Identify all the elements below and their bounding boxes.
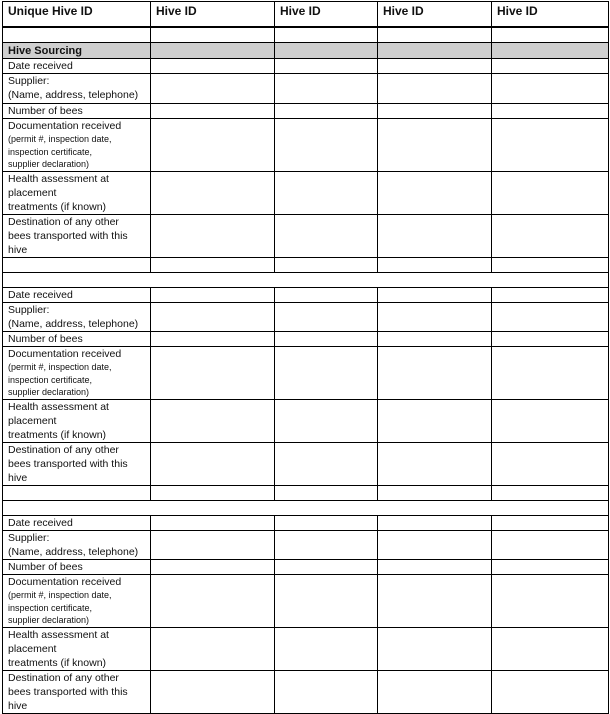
destination-line-1: Destination of any other xyxy=(8,672,119,684)
table-row xyxy=(3,560,609,575)
cell-input[interactable] xyxy=(492,443,609,486)
row-label-documentation xyxy=(3,347,151,400)
documentation-line-1: Documentation received xyxy=(8,576,122,588)
hive-sourcing-table xyxy=(2,1,609,714)
cell-input[interactable] xyxy=(151,332,275,347)
cell-input[interactable] xyxy=(378,104,492,119)
documentation-line-3: inspection certificate, xyxy=(8,374,93,385)
cell-input[interactable] xyxy=(492,172,609,215)
destination-line-1: Destination of any other xyxy=(8,216,119,228)
supplier-line-2: (Name, address, telephone) xyxy=(8,546,139,558)
destination-line-2: bees transported with this xyxy=(8,686,128,698)
cell-input[interactable] xyxy=(492,303,609,332)
cell-input[interactable] xyxy=(275,332,378,347)
blank-row xyxy=(3,501,609,516)
header-hive-id-4: Hive ID xyxy=(492,2,609,28)
cell-input[interactable] xyxy=(275,104,378,119)
table-row xyxy=(3,628,609,671)
spacer-row xyxy=(3,486,609,501)
cell-input[interactable] xyxy=(378,575,492,628)
cell-input[interactable] xyxy=(492,400,609,443)
cell-input[interactable] xyxy=(378,74,492,104)
cell-input[interactable] xyxy=(275,671,378,714)
cell-input[interactable] xyxy=(275,531,378,560)
cell-input[interactable] xyxy=(275,59,378,74)
table-row xyxy=(3,332,609,347)
cell-input[interactable] xyxy=(378,303,492,332)
health-line-3: treatments (if known) xyxy=(8,657,107,669)
destination-line-3: hive xyxy=(8,700,28,712)
cell-input[interactable] xyxy=(151,215,275,258)
supplier-line-2: (Name, address, telephone) xyxy=(8,318,139,330)
destination-line-1: Destination of any other xyxy=(8,444,119,456)
documentation-line-4: supplier declaration) xyxy=(8,159,90,169)
documentation-line-4: supplier declaration) xyxy=(8,615,90,625)
cell-input[interactable] xyxy=(151,560,275,575)
cell-input[interactable] xyxy=(151,347,275,400)
cell-input[interactable] xyxy=(378,628,492,671)
row-label-date-received: Date received xyxy=(3,288,151,303)
cell-input[interactable] xyxy=(378,59,492,74)
cell-input[interactable] xyxy=(492,531,609,560)
row-label-supplier xyxy=(3,303,151,332)
cell-input[interactable] xyxy=(275,172,378,215)
health-line-1: Health assessment at xyxy=(8,629,109,641)
documentation-line-1: Documentation received xyxy=(8,348,122,360)
cell-input[interactable] xyxy=(275,628,378,671)
blank-row xyxy=(3,273,609,288)
cell-input[interactable] xyxy=(492,59,609,74)
section-row-hive-sourcing xyxy=(3,43,609,59)
cell-input[interactable] xyxy=(275,288,378,303)
cell-input[interactable] xyxy=(151,531,275,560)
documentation-line-2: (permit #, inspection date, xyxy=(8,590,112,600)
row-label-number-of-bees: Number of bees xyxy=(3,104,151,119)
row-label-health-assessment xyxy=(3,172,151,215)
cell-input[interactable] xyxy=(378,215,492,258)
cell-input[interactable] xyxy=(378,516,492,531)
cell-input[interactable] xyxy=(492,575,609,628)
health-line-1: Health assessment at xyxy=(8,173,109,185)
cell-input[interactable] xyxy=(275,560,378,575)
header-hive-id-3: Hive ID xyxy=(378,2,492,28)
supplier-line-1: Supplier: xyxy=(8,304,50,316)
cell-input[interactable] xyxy=(151,628,275,671)
cell-input[interactable] xyxy=(151,104,275,119)
cell-input[interactable] xyxy=(275,215,378,258)
cell-input[interactable] xyxy=(151,172,275,215)
cell-input[interactable] xyxy=(275,443,378,486)
table-row xyxy=(3,59,609,74)
cell-input[interactable] xyxy=(378,119,492,172)
table-row xyxy=(3,119,609,172)
destination-line-3: hive xyxy=(8,244,28,256)
row-label-number-of-bees: Number of bees xyxy=(3,332,151,347)
header-row xyxy=(3,2,609,28)
table-row xyxy=(3,215,609,258)
documentation-line-4: supplier declaration) xyxy=(8,387,90,397)
row-label-date-received: Date received xyxy=(3,516,151,531)
destination-line-3: hive xyxy=(8,472,28,484)
health-line-1: Health assessment at xyxy=(8,401,109,413)
cell-input[interactable] xyxy=(151,516,275,531)
cell-input[interactable] xyxy=(151,119,275,172)
cell-input[interactable] xyxy=(492,104,609,119)
table-row xyxy=(3,172,609,215)
table-row xyxy=(3,74,609,104)
row-label-date-received: Date received xyxy=(3,59,151,74)
spacer-row xyxy=(3,27,609,43)
row-label-documentation xyxy=(3,119,151,172)
cell-input[interactable] xyxy=(492,119,609,172)
cell-input[interactable] xyxy=(275,400,378,443)
table-row xyxy=(3,288,609,303)
cell-input[interactable] xyxy=(151,288,275,303)
cell-input[interactable] xyxy=(378,400,492,443)
row-label-number-of-bees: Number of bees xyxy=(3,560,151,575)
row-label-destination xyxy=(3,215,151,258)
cell-input[interactable] xyxy=(378,288,492,303)
cell-input[interactable] xyxy=(275,303,378,332)
row-label-health-assessment xyxy=(3,628,151,671)
supplier-line-1: Supplier: xyxy=(8,75,50,87)
health-line-3: treatments (if known) xyxy=(8,201,107,213)
row-label-destination xyxy=(3,671,151,714)
destination-line-2: bees transported with this xyxy=(8,458,128,470)
header-hive-id-2: Hive ID xyxy=(275,2,378,28)
health-line-3: treatments (if known) xyxy=(8,429,107,441)
cell-input[interactable] xyxy=(275,74,378,104)
cell-input[interactable] xyxy=(151,400,275,443)
cell-input[interactable] xyxy=(378,560,492,575)
cell-input[interactable] xyxy=(275,575,378,628)
cell-input[interactable] xyxy=(151,303,275,332)
table-row xyxy=(3,671,609,714)
cell-input[interactable] xyxy=(378,347,492,400)
table-row xyxy=(3,443,609,486)
documentation-line-2: (permit #, inspection date, xyxy=(8,362,112,372)
cell-input[interactable] xyxy=(492,347,609,400)
cell-input[interactable] xyxy=(492,74,609,104)
row-label-supplier xyxy=(3,74,151,104)
header-hive-id-1: Hive ID xyxy=(151,2,275,28)
table-row xyxy=(3,303,609,332)
spacer-row xyxy=(3,258,609,273)
cell-input[interactable] xyxy=(378,531,492,560)
table-row xyxy=(3,575,609,628)
table-row xyxy=(3,104,609,119)
cell-input[interactable] xyxy=(151,59,275,74)
cell-input[interactable] xyxy=(275,516,378,531)
cell-input[interactable] xyxy=(378,332,492,347)
health-line-2: placement xyxy=(8,187,57,199)
cell-input[interactable] xyxy=(378,671,492,714)
table-row xyxy=(3,400,609,443)
cell-input[interactable] xyxy=(492,560,609,575)
row-label-health-assessment xyxy=(3,400,151,443)
row-label-documentation xyxy=(3,575,151,628)
documentation-line-3: inspection certificate, xyxy=(8,602,93,613)
cell-input[interactable] xyxy=(492,215,609,258)
cell-input[interactable] xyxy=(492,332,609,347)
documentation-line-3: inspection certificate, xyxy=(8,146,93,157)
health-line-2: placement xyxy=(8,415,57,427)
cell-input[interactable] xyxy=(492,671,609,714)
table-row xyxy=(3,516,609,531)
documentation-line-2: (permit #, inspection date, xyxy=(8,134,112,144)
cell-input[interactable] xyxy=(275,347,378,400)
cell-input[interactable] xyxy=(151,74,275,104)
cell-input[interactable] xyxy=(492,288,609,303)
health-line-2: placement xyxy=(8,643,57,655)
documentation-line-1: Documentation received xyxy=(8,120,122,132)
cell-input[interactable] xyxy=(151,443,275,486)
cell-input[interactable] xyxy=(275,119,378,172)
supplier-line-1: Supplier: xyxy=(8,532,50,544)
cell-input[interactable] xyxy=(378,443,492,486)
cell-input[interactable] xyxy=(492,516,609,531)
row-label-supplier xyxy=(3,531,151,560)
section-title: Hive Sourcing xyxy=(3,43,151,59)
table-row xyxy=(3,531,609,560)
row-label-destination xyxy=(3,443,151,486)
cell-input[interactable] xyxy=(151,575,275,628)
header-unique-hive-id: Unique Hive ID xyxy=(3,2,151,28)
table-row xyxy=(3,347,609,400)
cell-input[interactable] xyxy=(378,172,492,215)
destination-line-2: bees transported with this xyxy=(8,230,128,242)
cell-input[interactable] xyxy=(151,671,275,714)
supplier-line-2: (Name, address, telephone) xyxy=(8,89,139,101)
cell-input[interactable] xyxy=(492,628,609,671)
